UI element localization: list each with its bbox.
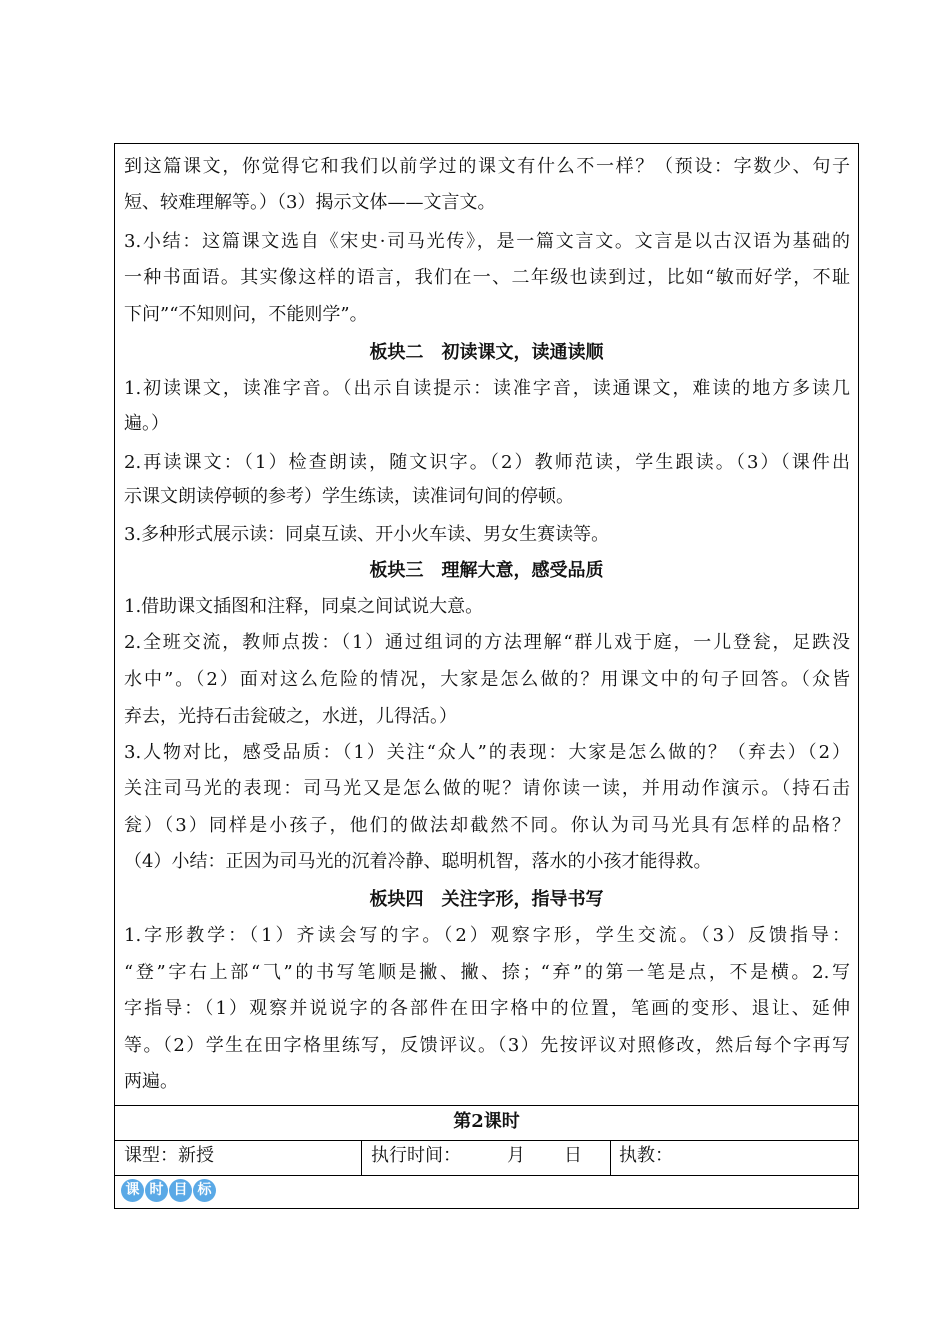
text-line: 1.借助课文插图和注释，同桌之间试说大意。 <box>124 596 484 617</box>
badge-char: 标 <box>193 1179 216 1202</box>
block2-heading: 板块二 初读课文，读通读顺 <box>369 342 604 363</box>
column-divider <box>610 1140 611 1175</box>
text-line: 水中”。（2）面对这么危险的情况，大家是怎么做的？用课文中的句子回答。（众皆 <box>124 669 850 690</box>
block4-heading: 板块四 关注字形，指导书写 <box>369 889 604 910</box>
lesson-type-cell: 课型：新授 <box>124 1145 214 1166</box>
day-label: 日 <box>564 1145 582 1166</box>
column-divider <box>361 1140 362 1175</box>
text-line: 短、较难理解等。）（3）揭示文体——文言文。 <box>124 192 496 213</box>
execution-time-label: 执行时间： <box>371 1145 461 1166</box>
text-line: 2.再读课文：（1）检查朗读，随文识字。（2）教师范读，学生跟读。（3）（课件出 <box>124 452 850 473</box>
text-line: 2.全班交流，教师点拨：（1）通过组词的方法理解“群儿戏于庭，一儿登瓮，足跌没 <box>124 632 850 653</box>
text-line: 示课文朗读停顿的参考）学生练读，读准词句间的停顿。 <box>124 486 574 507</box>
text-line: “登”字右上部“⺄”的书写笔顺是撇、撇、捺；“弃”的第一笔是点，不是横。2.写 <box>124 962 850 983</box>
lesson-plan-table <box>114 143 859 1209</box>
month-label: 月 <box>507 1145 525 1166</box>
text-line: 1.初读课文，读准字音。（出示自读提示：读准字音，读通课文，难读的地方多读几 <box>124 378 850 399</box>
badge-char: 目 <box>169 1179 192 1202</box>
text-line: 字指导：（1）观察并说说字的各部件在田字格中的位置，笔画的变形、退让、延伸 <box>124 998 850 1019</box>
text-line: 下问”“不知则问，不能则学”。 <box>124 304 368 325</box>
badge-char: 课 <box>121 1179 144 1202</box>
lesson2-title: 第2课时 <box>453 1111 520 1132</box>
text-line: 3.多种形式展示读：同桌互读、开小火车读、男女生赛读等。 <box>124 524 610 545</box>
text-line: 到这篇课文，你觉得它和我们以前学过的课文有什么不一样？（预设：字数少、句子 <box>124 156 850 177</box>
text-line: 3.小结：这篇课文选自《宋史·司马光传》，是一篇文言文。文言是以古汉语为基础的 <box>124 231 850 252</box>
text-line: 一种书面语。其实像这样的语言，我们在一、二年级也读到过，比如“敏而好学，不耻 <box>124 267 850 288</box>
text-line: 关注司马光的表现：司马光又是怎么做的呢？请你读一读，并用动作演示。（持石击 <box>124 778 850 799</box>
lesson-content <box>115 144 858 1105</box>
lesson-objective-badge <box>121 1179 216 1203</box>
row-divider <box>115 1175 858 1176</box>
text-line: 1.字形教学：（1）齐读会写的字。（2）观察字形，学生交流。（3）反馈指导： <box>124 925 850 946</box>
teacher-label: 执教： <box>619 1145 673 1166</box>
text-line: 瓮）（3）同样是小孩子，他们的做法却截然不同。你认为司马光具有怎样的品格？ <box>124 815 850 836</box>
row-divider <box>115 1105 858 1106</box>
badge-char: 时 <box>145 1179 168 1202</box>
text-line: 3.人物对比，感受品质：（1）关注“众人”的表现：大家是怎么做的？（弃去）（2） <box>124 742 850 763</box>
text-line: 等。（2）学生在田字格里练写，反馈评议。（3）先按评议对照修改，然后每个字再写 <box>124 1035 850 1056</box>
text-line: 弃去，光持石击瓮破之，水迸，儿得活。） <box>124 706 457 727</box>
row-divider <box>115 1140 858 1141</box>
text-line: （4）小结：正因为司马光的沉着冷静、聪明机智，落水的小孩才能得救。 <box>124 851 712 872</box>
block3-heading: 板块三 理解大意，感受品质 <box>369 560 604 581</box>
text-line: 遍。） <box>124 413 169 434</box>
text-line: 两遍。 <box>124 1071 178 1092</box>
